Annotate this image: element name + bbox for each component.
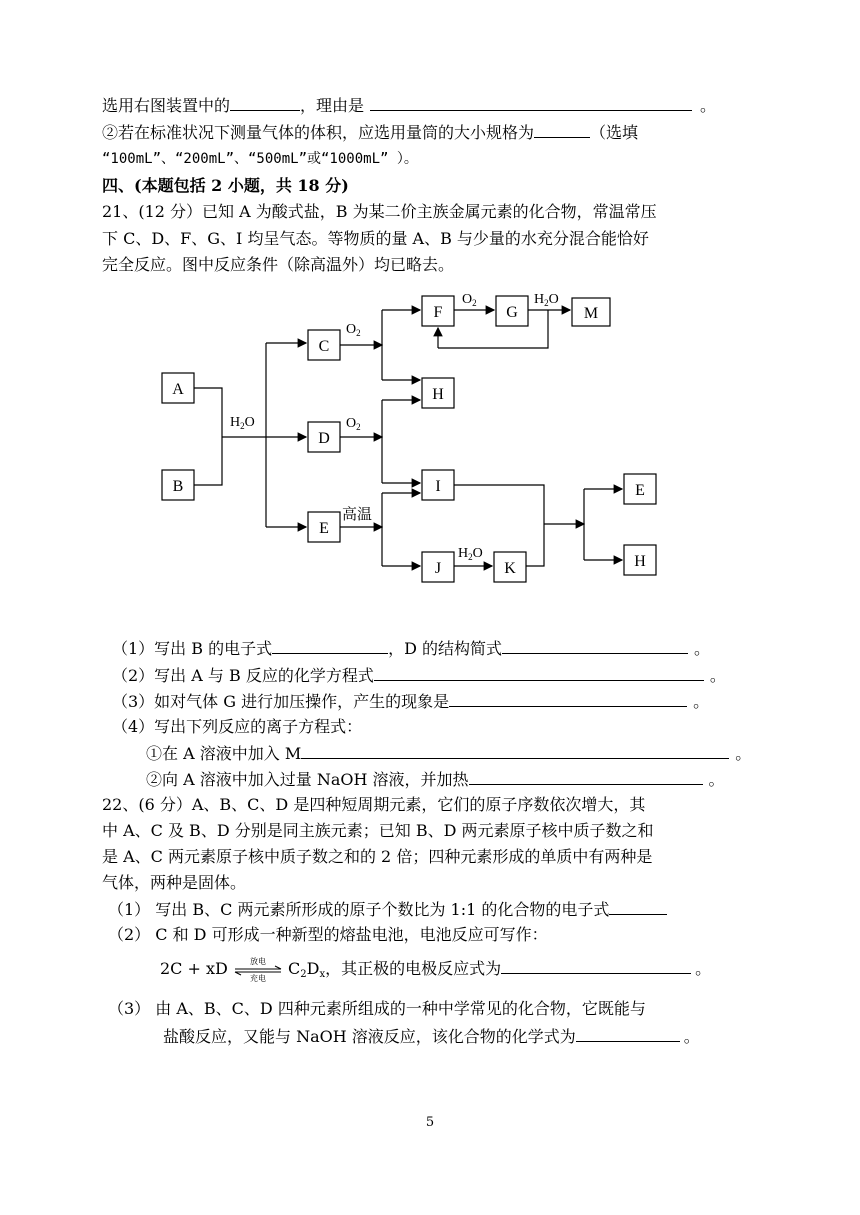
q22-part-2: （2） C 和 D 可形成一种新型的熔盐电池，电池反应可写作：	[108, 925, 548, 944]
h2o-label: $H_2O$	[534, 292, 559, 308]
answer-blank[interactable]	[469, 768, 703, 785]
node-g: G	[506, 304, 518, 321]
q21-line-2: 下 C、D、F、G、I 均呈气态。等物质的量 A、B 与少量的水充分混合能恰好	[102, 229, 649, 248]
node-b: B	[172, 478, 184, 495]
q21-sub-4-1: ①在 A 溶液中加入 M 。	[146, 744, 752, 763]
line-2: ②若在标准状况下测量气体的体积，应选用量筒的大小规格为 （选填	[102, 123, 639, 142]
node-j: J	[434, 560, 442, 577]
q21-sub-3: （3）如对气体 G 进行加压操作，产生的现象是 。	[112, 692, 710, 711]
q21-line-3: 完全反应。图中反应条件（除高温外）均已略去。	[102, 255, 455, 274]
q21-line-1: 21、(12 分）已知 A 为酸式盐，B 为某二价主族金属元素的化合物，常温常压	[102, 202, 657, 221]
battery-equation: 2C + xD 放电 充电 $C_2D_x$，其正极的电极反应式为 。	[160, 956, 712, 983]
node-h-product: H	[634, 553, 646, 570]
q22-line-2: 中 A、C 及 B、D 分别是同主族元素；已知 B、D 两元素原子核中质子数之和	[102, 821, 654, 840]
h2o-label: $H_2O$	[230, 415, 255, 431]
node-a: A	[172, 381, 184, 398]
node-e: E	[319, 520, 329, 537]
node-h: H	[432, 386, 444, 403]
q21-sub-1: （1）写出 B 的电子式 ，D 的结构简式 。	[112, 639, 711, 658]
q22-part-3-line-2: 盐酸反应，又能与 NaOH 溶液反应，该化合物的化学式为 。	[163, 1027, 700, 1046]
reagent-labels	[230, 292, 559, 562]
q22-line-1: 22、(6 分）A、B、C、D 是四种短周期元素，它们的原子序数依次增大，其	[102, 795, 646, 814]
answer-blank[interactable]	[576, 1025, 680, 1042]
o2-label: $O_2$	[346, 322, 361, 338]
q21-sub-4-2: ②向 A 溶液中加入过量 NaOH 溶液，并加热 。	[146, 770, 725, 789]
node-k: K	[504, 560, 516, 577]
node-m: M	[583, 305, 599, 322]
answer-blank[interactable]	[272, 637, 388, 654]
q21-sub-2: （2）写出 A 与 B 反应的化学方程式 。	[112, 666, 726, 685]
answer-blank[interactable]	[609, 898, 667, 915]
section-heading: 四、(本题包括 2 小题，共 18 分)	[102, 176, 349, 195]
page-number: 5	[425, 1115, 435, 1130]
answer-blank[interactable]	[501, 957, 691, 974]
q22-part-1: （1） 写出 B、C 两元素所形成的原子个数比为 1:1 的化合物的电子式	[108, 898, 667, 921]
node-e-product: E	[635, 482, 645, 499]
node-i: I	[435, 478, 441, 495]
q22-line-3: 是 A、C 两元素原子核中质子数之和的 2 倍；四种元素形成的单质中有两种是	[102, 847, 653, 866]
o2-label: $O_2$	[462, 292, 477, 308]
line-3: “100mL”、“200mL”、“500mL”或“1000mL” ）。	[102, 151, 418, 167]
q22-part-3-line-1: （3） 由 A、B、C、D 四种元素所组成的一种中学常见的化合物，它既能与	[108, 999, 646, 1018]
o2-label: $O_2$	[346, 416, 361, 432]
q22-line-4: 气体，两种是固体。	[102, 873, 247, 892]
reversible-arrow: 放电 充电	[233, 959, 283, 981]
answer-blank[interactable]	[502, 637, 688, 654]
node-c: C	[318, 338, 330, 355]
high-temp-label: 高温	[342, 507, 373, 523]
q21-sub-4: （4）写出下列反应的离子方程式：	[112, 717, 363, 736]
h2o-label: $H_2O$	[458, 546, 483, 562]
node-f: F	[433, 304, 443, 321]
answer-blank[interactable]	[301, 742, 729, 759]
answer-blank[interactable]	[449, 690, 687, 707]
answer-blank[interactable]	[374, 664, 704, 681]
line-1: 选用右图装置中的 ，理由是 。	[102, 96, 717, 115]
node-d: D	[318, 430, 330, 447]
